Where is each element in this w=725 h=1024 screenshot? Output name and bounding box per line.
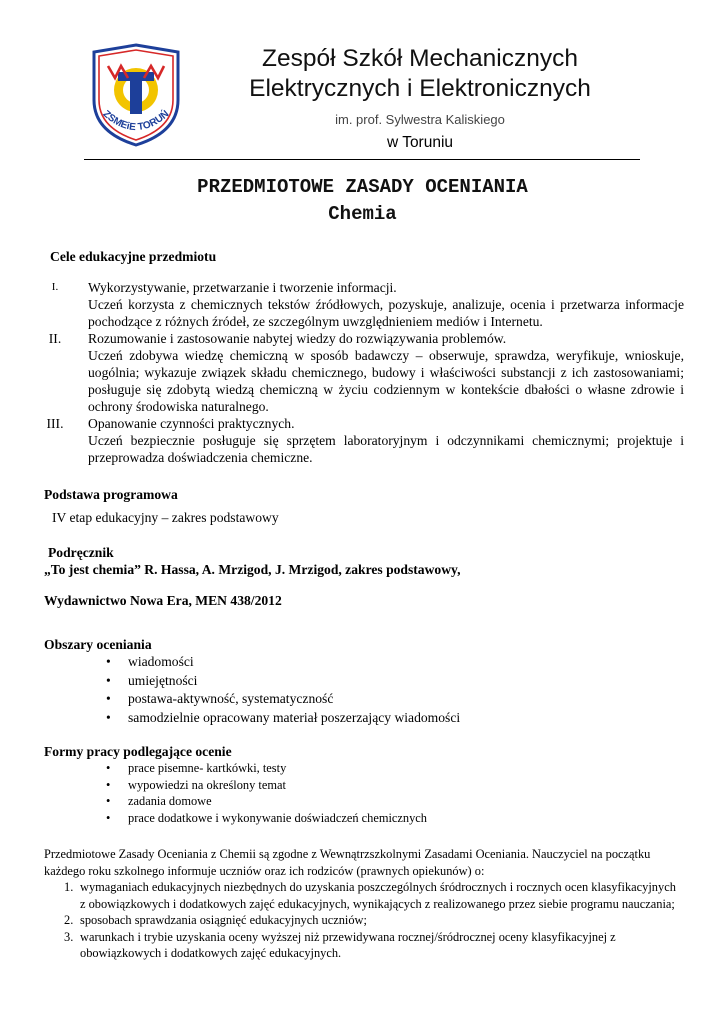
list-item <box>44 929 684 962</box>
list-item: • postawa-aktywność, systematyczność <box>44 690 684 709</box>
goal-description: Uczeń bezpiecznie posługuje się sprzętem laboratoryjnym i odczynnikami chemicznymi; projektuje i przeprowadza doświadczenia chemiczne. <box>88 433 684 465</box>
document-subject: Chemia <box>328 203 397 225</box>
program-heading: Podstawa programowa <box>44 487 178 502</box>
list-text: wymaganiach edukacyjnych niezbędnych do uzyskania poszczególnych śródrocznych i rocznych ocen klasyfikacyjnych z obowiązkowych i dodatkowych zajęć edukacyjnych, wynikających z realizowanego przez siebie programu nauczania; <box>80 880 676 911</box>
school-header <box>195 44 645 152</box>
forms-section <box>44 743 684 826</box>
goal-item <box>44 330 684 415</box>
list-item: • prace dodatkowe i wykonywanie doświadczeń chemicznych <box>44 810 684 827</box>
goal-number: III. <box>46 416 64 431</box>
goals-heading: Cele edukacyjne przedmiotu <box>50 249 217 264</box>
list-item: • wypowiedzi na określony temat <box>44 777 684 794</box>
goal-item <box>44 279 684 330</box>
header-divider <box>84 159 640 160</box>
forms-list <box>44 760 684 826</box>
goal-item <box>44 415 684 466</box>
list-number: 1. <box>64 880 74 894</box>
areas-list <box>44 653 684 727</box>
goal-title: Opanowanie czynności praktycznych. <box>88 416 295 431</box>
list-number: 2. <box>64 913 74 927</box>
forms-heading: Formy pracy podlegające ocenie <box>44 744 232 759</box>
textbook-section <box>44 544 684 609</box>
goal-number: II. <box>48 331 62 346</box>
textbook-title: „To jest chemia” R. Hassa, A. Mrzigod, J. Mrzigod, zakres podstawowy, <box>44 562 461 577</box>
areas-heading: Obszary oceniania <box>44 637 152 652</box>
goal-title: Rozumowanie i zastosowanie nabytej wiedzy do rozwiązywania problemów. <box>88 331 507 346</box>
document-title <box>90 174 635 228</box>
goal-description: Uczeń zdobywa wiedzę chemiczną w sposób badawczy – obserwuje, sprawdza, weryfikuje, wnioskuje, uogólnia; wykazuje związek składu chemicznego, budowy i właściwości substancji z ich zastosowaniami; posługuje się zdobytą wiedzą chemiczną w życiu codziennym w kontekście dbałości o własne zdrowie i ochrony środowiska naturalnego. <box>88 348 684 414</box>
list-item: • samodzielnie opracowany materiał poszerzający wiadomości <box>44 709 684 728</box>
goal-description: Uczeń korzysta z chemicznych tekstów źródłowych, pozyskuje, analizuje, ocenia i przetwarza informacje pochodzące z różnych źródeł, ze szczególnym uwzględnieniem mediów i Internetu. <box>88 297 684 329</box>
logo-caption: ZSMEiE TORUŃ <box>100 108 172 134</box>
school-crest-icon <box>88 42 184 148</box>
school-name-line1: Zespół Szkół Mechanicznych <box>262 45 578 72</box>
document-body <box>44 248 684 962</box>
list-item: • prace pisemne- kartkówki, testy <box>44 760 684 777</box>
textbook-heading: Podręcznik <box>48 545 114 560</box>
list-text: warunkach i trybie uzyskania oceny wyższej niż przewidywana rocznej/śródrocznej oceny klasyfikacyjnej z obowiązkowych i dodatkowych zajęć edukacyjnych. <box>80 929 616 960</box>
list-text: sposobach sprawdzania osiągnięć edukacyjnych uczniów; <box>80 913 367 927</box>
goals-section <box>44 248 684 466</box>
school-patron: im. prof. Sylwestra Kaliskiego <box>335 112 505 127</box>
conformity-list <box>44 879 684 962</box>
goal-number: I. <box>51 281 59 293</box>
goals-list <box>44 279 684 466</box>
list-item: • zadania domowe <box>44 793 684 810</box>
conformity-section <box>44 846 684 962</box>
areas-section <box>44 636 684 727</box>
textbook-publisher: Wydawnictwo Nowa Era, MEN 438/2012 <box>44 593 282 608</box>
list-item: • umiejętności <box>44 672 684 691</box>
list-item: • wiadomości <box>44 653 684 672</box>
list-number: 3. <box>64 929 74 944</box>
school-name-line2: Elektrycznych i Elektronicznych <box>249 75 591 102</box>
list-item <box>44 912 684 929</box>
program-text: IV etap edukacyjny – zakres podstawowy <box>52 510 279 525</box>
document-title-line1: PRZEDMIOTOWE ZASADY OCENIANIA <box>197 176 528 198</box>
school-city: w Toruniu <box>386 134 454 151</box>
conformity-paragraph: Przedmiotowe Zasady Oceniania z Chemii są zgodne z Wewnątrzszkolnymi Zasadami Oceniania. Nauczyciel na początku każdego roku szkolnego informuje uczniów oraz ich rodziców (prawnych opiekunów) o: <box>44 847 651 878</box>
program-section <box>44 486 684 526</box>
school-logo <box>88 42 184 148</box>
list-item <box>44 879 684 912</box>
goal-title: Wykorzystywanie, przetwarzanie i tworzenie informacji. <box>88 280 397 295</box>
